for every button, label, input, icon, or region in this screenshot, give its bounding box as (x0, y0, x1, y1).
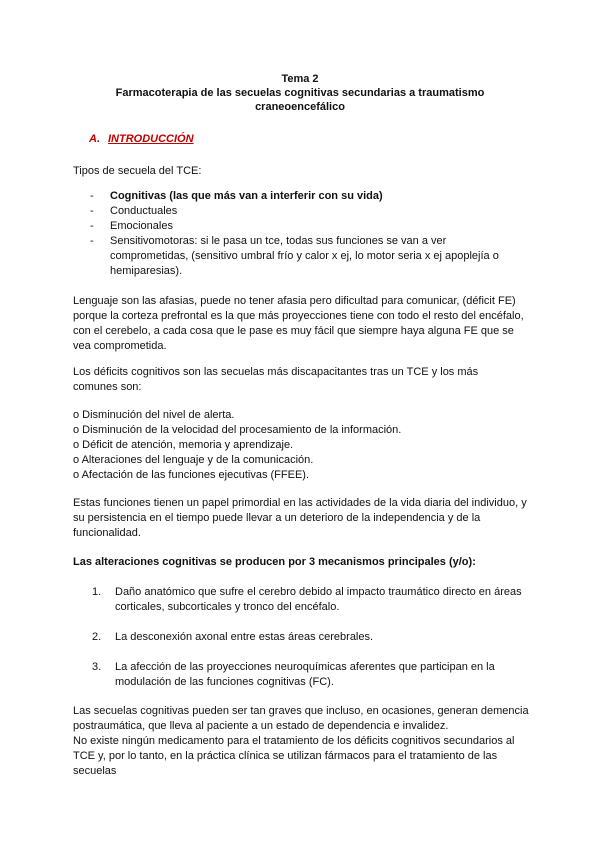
deficits-list (73, 408, 513, 483)
sequelae-list (90, 189, 520, 279)
list-item: o Alteraciones del lenguaje y de la comunicación. (73, 454, 314, 466)
list-item: o Disminución de la velocidad del procesamiento de la información. (73, 424, 402, 436)
title-line-3: craneoencefálico (255, 101, 345, 113)
paragraph-deficits: Los déficits cognitivos son las secuelas más discapacitantes tras un TCE y los más comunes son: (73, 366, 479, 393)
section-heading (89, 133, 194, 145)
list-item: o Disminución del nivel de alerta. (73, 409, 235, 421)
list-item: o Afectación de las funciones ejecutivas (FFEE). (73, 469, 310, 481)
section-title: INTRODUCCIÓN (108, 133, 194, 145)
list-item: - Emocionales (90, 220, 173, 232)
title-line-1: Tema 2 (281, 73, 319, 85)
list-item: - Sensitivomotoras: si le pasa un tce, todas sus funciones se van a ver comprometidas, (sensitivo umbral frío y calor x ej, lo motor seria x ej apoplejía o hemiparesias). (90, 235, 499, 277)
mechanism-item: 2. La desconexión axonal entre estas áreas cerebrales. (92, 631, 374, 643)
list-item: o Déficit de atención, memoria y aprendizaje. (73, 439, 294, 451)
paragraph-funciones: Estas funciones tienen un papel primordial en las actividades de la vida diaria del individuo, y su persistencia en el tiempo puede llevar a un deterioro de la independencia y de la funcionalidad. (73, 497, 527, 539)
list-item: - Conductuales (90, 205, 178, 217)
mechanism-item: 3. La afección de las proyecciones neuroquímicas aferentes que participan en la modulación de las funciones cognitivas (FC). (92, 661, 495, 688)
paragraph-final-2: No existe ningún medicamento para el tratamiento de los déficits cognitivos secundarios al TCE y, por lo tanto, en la práctica clínica se utilizan fármacos para el tratamiento de las secuelas (73, 735, 515, 777)
list-item: - Cognitivas (las que más van a interferir con su vida) (90, 190, 383, 202)
intro-label: Tipos de secuela del TCE: (73, 165, 202, 177)
paragraph-lenguaje: Lenguaje son las afasias, puede no tener afasia pero dificultad para comunicar, (déficit FE) porque la corteza prefrontal es la que más proyecciones tiene con todo el resto del encéfalo, con el cerebelo, a cada cosa que le pase es muy fácil que siempre haya alguna FE que se vea comprometida. (73, 295, 524, 352)
document-title (60, 72, 540, 114)
section-letter: A. (89, 133, 100, 145)
mechanisms-heading: Las alteraciones cognitivas se producen por 3 mecanismos principales (y/o): (73, 556, 476, 568)
paragraph-final-1: Las secuelas cognitivas pueden ser tan graves que incluso, en ocasiones, generan demencia postraumática, que lleva al paciente a un estado de dependencia e invalidez. (73, 705, 529, 732)
mechanism-item: 1. Daño anatómico que sufre el cerebro debido al impacto traumático directo en áreas corticales, subcorticales y tronco del encéfalo. (92, 586, 522, 613)
title-line-2: Farmacoterapia de las secuelas cognitivas secundarias a traumatismo (115, 87, 485, 99)
